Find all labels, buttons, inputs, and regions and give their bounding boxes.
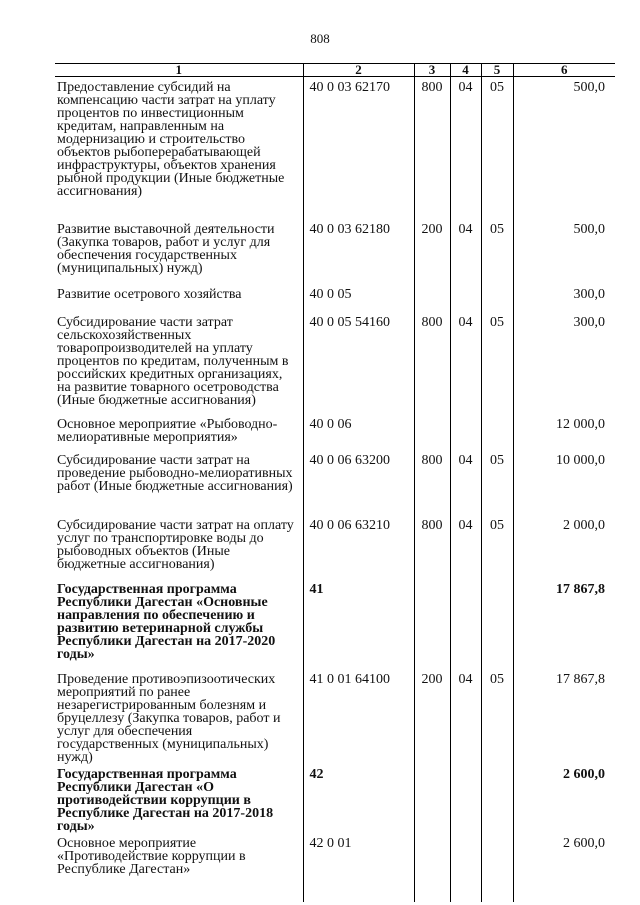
table-row bbox=[55, 833, 615, 902]
row-amount: 17 867,8 bbox=[513, 579, 615, 669]
table-row bbox=[55, 414, 615, 450]
table-row bbox=[55, 284, 615, 312]
row-col-4 bbox=[450, 414, 481, 450]
row-name: Основное мероприятие «Противодействие коррупции в Республике Дагестан» bbox=[57, 835, 246, 877]
row-amount: 2 000,0 bbox=[513, 515, 615, 579]
row-name: Основное мероприятие «Рыбоводно-мелиоративные мероприятия» bbox=[57, 416, 278, 445]
row-code: 40 0 06 63210 bbox=[303, 515, 414, 579]
header-col-2: 2 bbox=[303, 64, 414, 77]
row-amount: 17 867,8 bbox=[513, 669, 615, 764]
row-code: 40 0 06 bbox=[303, 414, 414, 450]
row-col-5 bbox=[481, 579, 513, 669]
header-row bbox=[55, 64, 615, 77]
row-col-3: 200 bbox=[414, 219, 450, 284]
table-row bbox=[55, 219, 615, 284]
budget-table bbox=[55, 63, 615, 902]
row-amount: 500,0 bbox=[513, 77, 615, 219]
row-col-3: 800 bbox=[414, 450, 450, 515]
row-name: Государственная программа Республики Дагестан «О противодействии коррупции в Республике Дагестан на 2017-2018 годы» bbox=[57, 766, 274, 834]
row-code: 42 0 01 bbox=[303, 833, 414, 902]
row-col-4 bbox=[450, 284, 481, 312]
row-col-4 bbox=[450, 579, 481, 669]
row-col-5: 05 bbox=[481, 515, 513, 579]
row-code: 41 0 01 64100 bbox=[303, 669, 414, 764]
row-col-4: 04 bbox=[450, 219, 481, 284]
row-code: 40 0 03 62170 bbox=[303, 77, 414, 219]
row-col-4: 04 bbox=[450, 669, 481, 764]
row-name: Предоставление субсидий на компенсацию части затрат на уплату процентов по инвестиционным кредитам, направленным на модернизацию и строительство объектов рыбоперерабатывающей инфраструктуры, объектов хранения рыбной продукции (Иные бюджетные ассигнования) bbox=[57, 80, 285, 199]
table-row bbox=[55, 312, 615, 414]
row-amount: 2 600,0 bbox=[513, 833, 615, 902]
row-col-5 bbox=[481, 764, 513, 833]
row-name: Субсидирование части затрат на проведение рыбоводно-мелиоративных работ (Иные бюджетные ассигнования) bbox=[57, 452, 293, 494]
header-col-4: 4 bbox=[450, 64, 481, 77]
row-code: 40 0 06 63200 bbox=[303, 450, 414, 515]
row-col-5: 05 bbox=[481, 312, 513, 414]
header-col-5: 5 bbox=[481, 64, 513, 77]
row-col-3 bbox=[414, 284, 450, 312]
row-col-5 bbox=[481, 833, 513, 902]
row-col-5 bbox=[481, 284, 513, 312]
row-col-3: 800 bbox=[414, 515, 450, 579]
row-col-5 bbox=[481, 414, 513, 450]
row-amount: 500,0 bbox=[513, 219, 615, 284]
row-col-5: 05 bbox=[481, 450, 513, 515]
row-code: 40 0 05 54160 bbox=[303, 312, 414, 414]
row-col-3: 800 bbox=[414, 312, 450, 414]
header-col-3: 3 bbox=[414, 64, 450, 77]
row-code: 40 0 03 62180 bbox=[303, 219, 414, 284]
row-col-3: 200 bbox=[414, 669, 450, 764]
row-col-3 bbox=[414, 764, 450, 833]
table-row bbox=[55, 450, 615, 515]
row-amount: 10 000,0 bbox=[513, 450, 615, 515]
row-amount: 12 000,0 bbox=[513, 414, 615, 450]
table-row bbox=[55, 515, 615, 579]
row-name: Развитие осетрового хозяйства bbox=[57, 286, 242, 302]
row-code: 42 bbox=[303, 764, 414, 833]
row-col-4: 04 bbox=[450, 77, 481, 219]
row-name: Государственная программа Республики Дагестан «Основные направления по обеспечению и развитию ветеринарной службы Республики Дагестан на 2017-2020 годы» bbox=[57, 581, 276, 662]
row-name: Субсидирование части затрат сельскохозяйственных товаропроизводителей на уплату процентов по кредитам, полученным в российских кредитных организациях, на развитие товарного осетроводства (Иные бюджетные ассигнования) bbox=[57, 314, 289, 408]
table-row bbox=[55, 764, 615, 833]
row-col-4 bbox=[450, 833, 481, 902]
row-col-3 bbox=[414, 414, 450, 450]
row-col-5: 05 bbox=[481, 77, 513, 219]
row-code: 41 bbox=[303, 579, 414, 669]
row-amount: 300,0 bbox=[513, 284, 615, 312]
row-col-5: 05 bbox=[481, 669, 513, 764]
row-col-4 bbox=[450, 764, 481, 833]
row-amount: 2 600,0 bbox=[513, 764, 615, 833]
table-row bbox=[55, 579, 615, 669]
row-col-4: 04 bbox=[450, 450, 481, 515]
row-name: Развитие выставочной деятельности (Закупка товаров, работ и услуг для обеспечения государственных (муниципальных) нужд) bbox=[57, 221, 275, 276]
table-row bbox=[55, 77, 615, 219]
table-row bbox=[55, 669, 615, 764]
row-col-3 bbox=[414, 833, 450, 902]
row-col-5: 05 bbox=[481, 219, 513, 284]
row-col-4: 04 bbox=[450, 515, 481, 579]
row-name: Субсидирование части затрат на оплату услуг по транспортировке воды до рыбоводных объектов (Иные бюджетные ассигнования) bbox=[57, 517, 294, 572]
row-code: 40 0 05 bbox=[303, 284, 414, 312]
header-col-1: 1 bbox=[55, 64, 303, 77]
header-col-6: 6 bbox=[513, 64, 615, 77]
row-amount: 300,0 bbox=[513, 312, 615, 414]
row-col-3: 800 bbox=[414, 77, 450, 219]
row-col-3 bbox=[414, 579, 450, 669]
page-number: 808 bbox=[310, 31, 330, 46]
row-col-4: 04 bbox=[450, 312, 481, 414]
row-name: Проведение противоэпизоотических мероприятий по ранее незарегистрированным болезням и бруцеллезу (Закупка товаров, работ и услуг для обеспечения государственных (муниципальных) нужд) bbox=[57, 671, 281, 765]
